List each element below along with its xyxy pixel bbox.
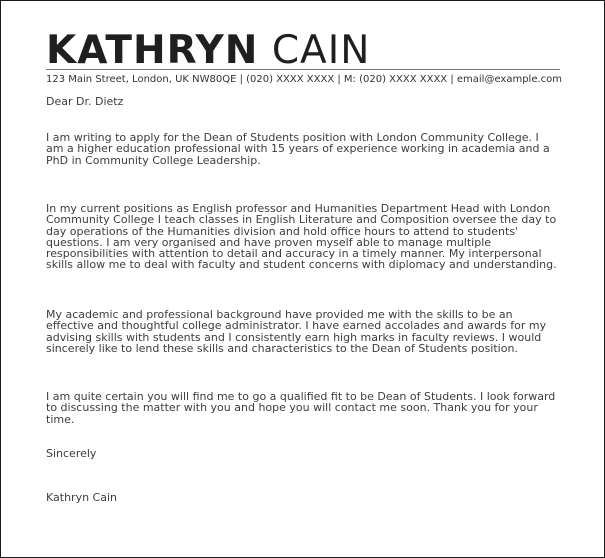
header-divider [46,69,560,70]
body-paragraph-4: I am quite certain you will find me to go a qualified fit to be Dean of Students. I look forward to discussing the matter with you and hope you will contact me soon. Thank you for your time. [46,390,556,426]
applicant-last-name: CAIN [271,28,371,73]
body-paragraph-3: My academic and professional background have provided me with the skills to be an effective and thoughtful college administrator. I have earned accolades and awards for my advising skills with students and I consistently earn high marks in faculty reviews. I would sincerely like to lend these skills and characteristics to the Dean of Students position. [46,308,547,355]
applicant-first-name: KATHRYN [46,28,259,73]
contact-line: 123 Main Street, London, UK NW80QE | (020) XXXX XXXX | M: (020) XXXX XXXX | email@example.com [46,74,563,85]
signature-name: Kathryn Cain [46,491,117,504]
body-paragraph-2: In my current positions as English professor and Humanities Department Head with London Community College I teach classes in English Literature and Composition oversee the day to day operations of the Humanities division and hold office hours to attend to students' questions. I am very organised and have proven myself able to manage multiple responsibilities with attention to detail and accuracy in a timely manner. My interpersonal skills allow me to deal with faculty and student concerns with diplomacy and understanding. [46,202,557,272]
applicant-name [46,29,370,73]
closing: Sincerely [46,447,97,460]
salutation: Dear Dr. Dietz [46,95,124,108]
body-paragraph-1: I am writing to apply for the Dean of Students position with London Community College. I am a higher education professional with 15 years of experience working in academia and a PhD in Community College Leadership. [46,131,550,167]
